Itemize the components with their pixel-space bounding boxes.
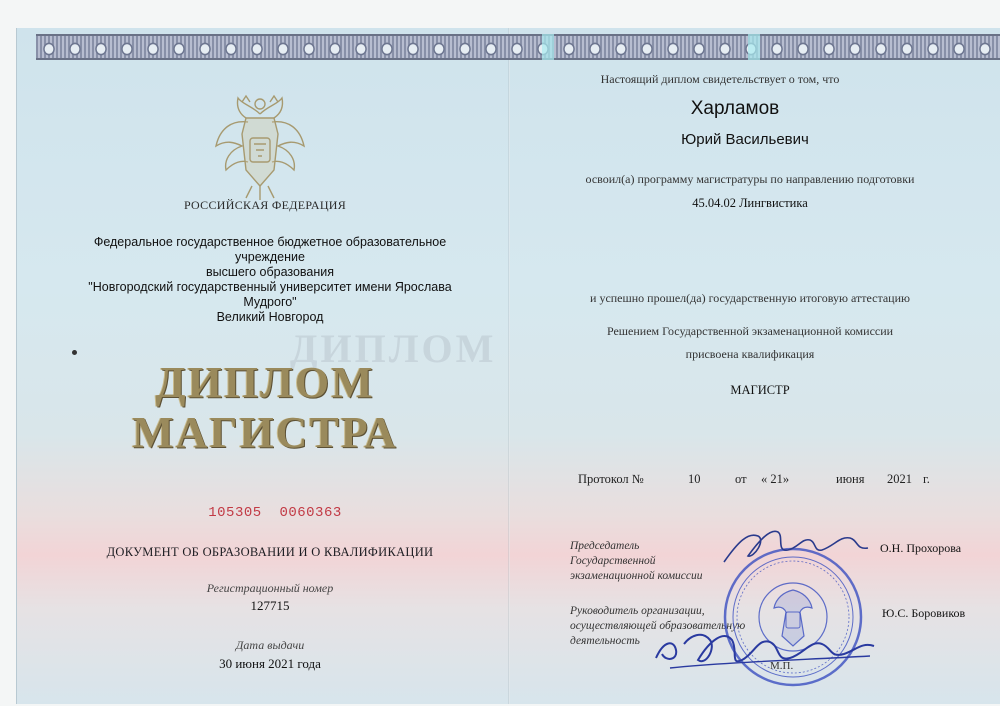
head-name: Ю.С. Боровиков (882, 606, 966, 620)
protocol-year: 2021 (887, 472, 912, 486)
registration-label: Регистрационный номер (206, 581, 334, 595)
protocol-from: от (735, 472, 747, 486)
chairman-signature (718, 522, 878, 574)
organization-name: "Новгородский государственный университет имени Ярослава Мудрого" (88, 280, 452, 309)
protocol-number: 10 (688, 472, 701, 486)
diploma-title-line1: ДИПЛОМ (155, 358, 375, 407)
protocol-year-suffix: г. (923, 472, 930, 486)
document-type: ДОКУМЕНТ ОБ ОБРАЗОВАНИИ И О КВАЛИФИКАЦИИ (106, 545, 434, 559)
security-band-accent (748, 34, 760, 60)
watermark-text: ДИПЛОМ (290, 326, 497, 371)
chairman-title-line: Государственной (570, 555, 656, 567)
security-band-accent (542, 34, 554, 60)
qualification-statement: присвоена квалификация (685, 347, 815, 361)
graduate-given-names: Юрий Васильевич (681, 131, 809, 148)
protocol-label: Протокол № (578, 472, 644, 486)
country-name: РОССИЙСКАЯ ФЕДЕРАЦИЯ (183, 198, 347, 212)
organization-city: Великий Новгород (216, 310, 324, 324)
protocol-month: июня (836, 472, 865, 486)
attestation-statement: и успешно прошел(да) государственную итоговую аттестацию (590, 291, 910, 305)
diploma-title-line2: МАГИСТРА (132, 408, 398, 457)
organization-line: высшего образования (205, 265, 335, 279)
head-signature (650, 610, 880, 680)
protocol-day: « 21» (761, 472, 790, 486)
serial-number: 105305 0060363 (208, 505, 342, 521)
chairman-title-line: экзаменационной комиссии (570, 570, 703, 582)
graduate-surname: Харламов (690, 98, 780, 119)
registration-number: 127715 (250, 598, 290, 613)
issue-date-label: Дата выдачи (235, 638, 305, 652)
chairman-title-line: Председатель (570, 540, 640, 552)
organization-block (60, 235, 480, 325)
head-title-line: осуществляющей образовательную (570, 620, 746, 632)
qualification-name: МАГИСТР (730, 383, 790, 397)
ink-dot (72, 350, 77, 355)
center-fold (508, 28, 510, 704)
security-band (36, 34, 1000, 60)
intro-text: Настоящий диплом свидетельствует о том, что (600, 72, 840, 86)
coat-of-arms-icon (212, 94, 308, 204)
commission-statement: Решением Государственной экзаменационной комиссии (606, 324, 894, 338)
head-title-line: Руководитель организации, (570, 605, 705, 617)
chairman-name: О.Н. Прохорова (880, 541, 962, 555)
organization-line: Федеральное государственное бюджетное образовательное учреждение (93, 235, 447, 264)
program-statement: освоил(а) программу магистратуры по направлению подготовки (585, 172, 915, 186)
stamp-mark-label: М.П. (770, 660, 794, 672)
diploma-title (100, 358, 430, 458)
issue-date: 30 июня 2021 года (219, 656, 321, 671)
program-name: 45.04.02 Лингвистика (692, 196, 808, 210)
head-title-line: деятельность (570, 635, 640, 647)
